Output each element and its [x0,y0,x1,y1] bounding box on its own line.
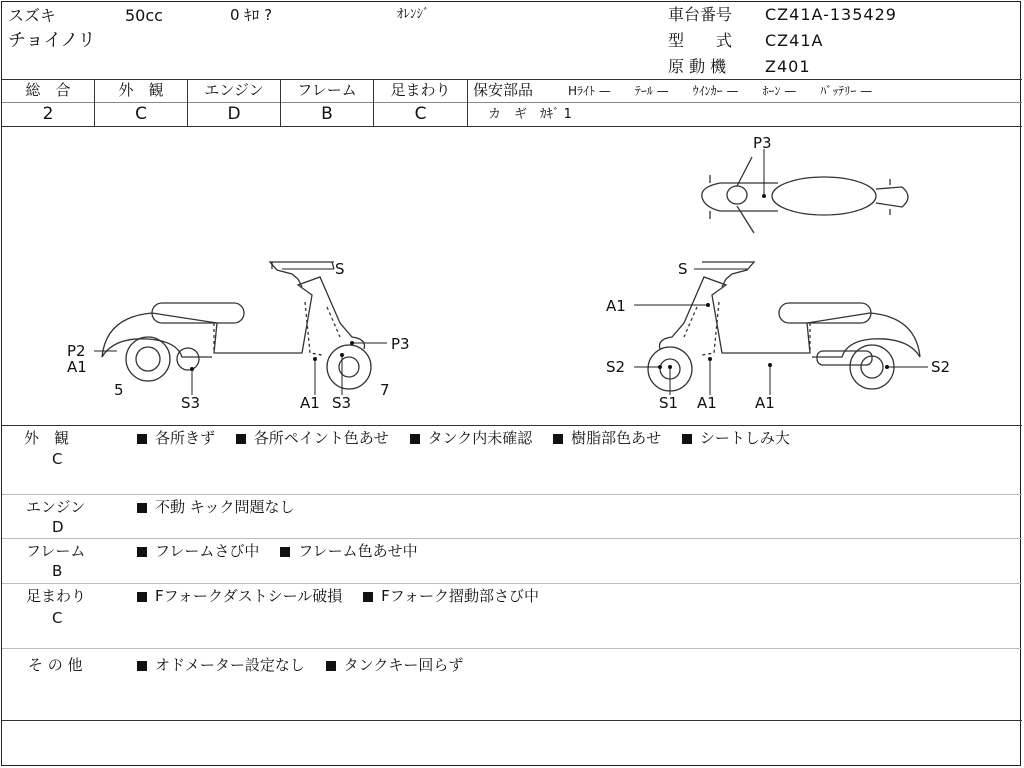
divider [467,79,468,127]
key-count: カ ギ ｶｷﾞ 1 [488,107,572,122]
note-items [137,658,479,673]
label-s2: S2 [931,358,951,376]
displacement: 50cc [125,6,163,25]
label-a1: A1 [606,297,626,315]
note-item: タンクキー回らず [343,656,464,674]
divider [2,648,1022,649]
divider [2,494,1022,495]
label-s1: S1 [659,394,679,412]
label-5: 5 [114,381,124,399]
bullet-icon [137,661,147,671]
note-grade: B [52,562,63,580]
grade-label-total: 総 合 [25,81,71,99]
note-category: 足まわり [26,587,87,605]
label-a1: A1 [697,394,717,412]
scooter-right-view [648,262,920,391]
bullet-icon [137,547,147,557]
label-p3: P3 [753,134,772,152]
safety-items: Hﾗｲﾄ — ﾃｰﾙ — ｳｲﾝｶｰ — ﾎｰﾝ — ﾊﾞｯﾃﾘｰ — [568,84,873,98]
note-grade: C [52,450,63,468]
divider [2,425,1022,426]
note-items [137,431,806,446]
grade-label-frame: フレーム [297,81,357,99]
type-label: 型 式 [668,31,733,50]
bullet-icon [236,434,246,444]
grade-label-exterior: 外 観 [118,81,164,99]
engine-value: Z401 [765,57,811,76]
maker: スズキ [8,6,57,25]
label-s: S [678,260,688,278]
note-item: 各所ペイント色あせ [253,429,389,447]
type-value: CZ41A [765,31,824,50]
scooter-top-view [702,157,908,233]
label-a1: A1 [67,358,87,376]
engine-label: 原 動 機 [668,57,727,76]
scooter-diagram [2,127,1022,425]
divider [2,538,1022,539]
divider [2,79,1022,80]
divider [2,102,1022,103]
scooter-left-view [102,262,371,389]
note-item: 樹脂部色あせ [571,429,662,447]
grade-value-total: 2 [42,104,54,124]
grade-label-engine: エンジン [204,81,264,99]
callout-lines [94,149,928,395]
label-a1: A1 [300,394,320,412]
grade-value-exterior: C [135,104,147,124]
note-items [137,589,555,604]
mileage: 0 ｷﾛ ? [230,6,273,24]
label-7: 7 [380,381,390,399]
note-category: 外 観 [24,429,70,447]
bullet-icon [410,434,420,444]
bullet-icon [553,434,563,444]
inspection-sheet [1,1,1021,766]
frame-no: CZ41A-135429 [765,5,897,24]
note-item: シートしみ大 [699,429,790,447]
label-p2: P2 [67,342,86,360]
bullet-icon [137,592,147,602]
note-item: フレームさび中 [155,542,260,560]
grade-label-suspension: 足まわり [390,81,451,99]
note-item: フレーム色あせ中 [298,542,418,560]
bullet-icon [280,547,290,557]
label-s: S [335,260,345,278]
label-s3: S3 [332,394,352,412]
frame-no-label: 車台番号 [668,5,733,24]
label-s2: S2 [606,358,626,376]
bullet-icon [363,592,373,602]
note-item: 不動 キック問題なし [155,498,295,516]
safety-label: 保安部品 [473,81,534,99]
label-a1: A1 [755,394,775,412]
note-item: 各所きず [155,429,216,447]
color: ｵﾚﾝｼﾞ [397,7,430,22]
divider [2,720,1022,721]
note-category: エンジン [26,498,86,516]
label-p3: P3 [391,335,410,353]
grade-value-suspension: C [414,104,427,124]
note-item: Fフォークダストシール破損 [155,587,343,605]
note-item: Fフォーク摺動部さび中 [381,587,539,605]
label-s3: S3 [181,394,201,412]
grade-value-engine: D [227,104,241,124]
note-item: オドメーター設定なし [155,656,305,674]
note-grade: D [52,518,64,536]
note-category: そ の 他 [28,656,83,674]
note-item: タンク内未確認 [427,429,533,447]
note-items [137,500,310,515]
bullet-icon [137,434,147,444]
grade-value-frame: B [321,104,333,124]
bullet-icon [682,434,692,444]
model-name: チョイノリ [8,30,96,51]
bullet-icon [326,661,336,671]
note-items [137,544,434,559]
note-category: フレーム [26,542,86,560]
note-grade: C [52,609,63,627]
bullet-icon [137,503,147,513]
divider [2,583,1022,584]
